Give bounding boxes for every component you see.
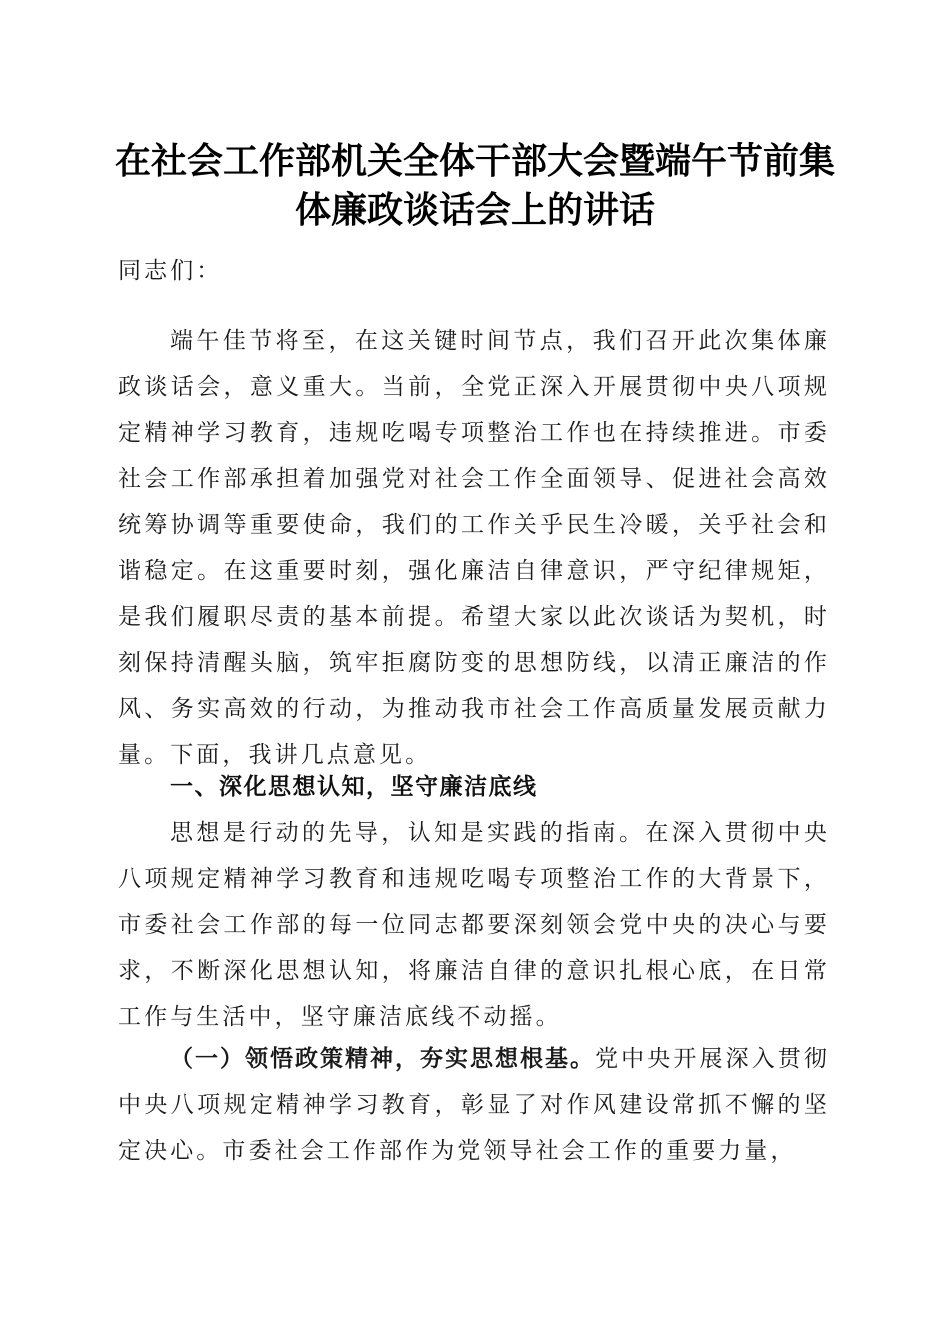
- paragraph-section-1: 思想是行动的先导，认知是实践的指南。在深入贯彻中央八项规定精神学习教育和违规吃喝专项整治工作的大背景下，市委社会工作部的每一位同志都要深刻领会党中央的决心与要求，不断深化思想认知，将廉洁自律的意识扎根心底，在日常工作与生活中，坚守廉洁底线不动摇。: [118, 820, 830, 1030]
- document-title-line-1: 在社会工作部机关全体干部大会暨端午节前集: [114, 140, 835, 182]
- paragraph-intro: 端午佳节将至，在这关键时间节点，我们召开此次集体廉政谈话会，意义重大。当前，全党正深入开展贯彻中央八项规定精神学习教育，违规吃喝专项整治工作也在持续推进。市委社会工作部承担着加强党对社会工作全面领导、促进社会高效统筹协调等重要使命，我们的工作关乎民生冷暖，关乎社会和谐稳定。在这重要时刻，强化廉洁自律意识，严守纪律规矩，是我们履职尽责的基本前提。希望大家以此次谈话为契机，时刻保持清醒头脑，筑牢拒腐防变的思想防线，以清正廉洁的作风、务实高效的行动，为推动我市社会工作高质量发展贡献力量。下面，我讲几点意见。: [118, 328, 830, 768]
- paragraph-subsection-1: [118, 1036, 830, 1174]
- document-title-line-2: 体廉政谈话会上的讲话: [294, 189, 655, 231]
- salutation: 同志们：: [118, 258, 223, 284]
- subsection-body-1: 党中央开展深入贯彻中央八项规定精神学习教育，彰显了对作风建设常抓不懈的坚定决心。市委社会工作部作为党领导社会工作的重要力量，: [118, 1046, 831, 1164]
- subsection-heading-1: （一）领悟政策精神，夯实思想根基。: [170, 1046, 596, 1072]
- section-heading-1: 一、深化思想认知，坚守廉洁底线: [170, 774, 538, 800]
